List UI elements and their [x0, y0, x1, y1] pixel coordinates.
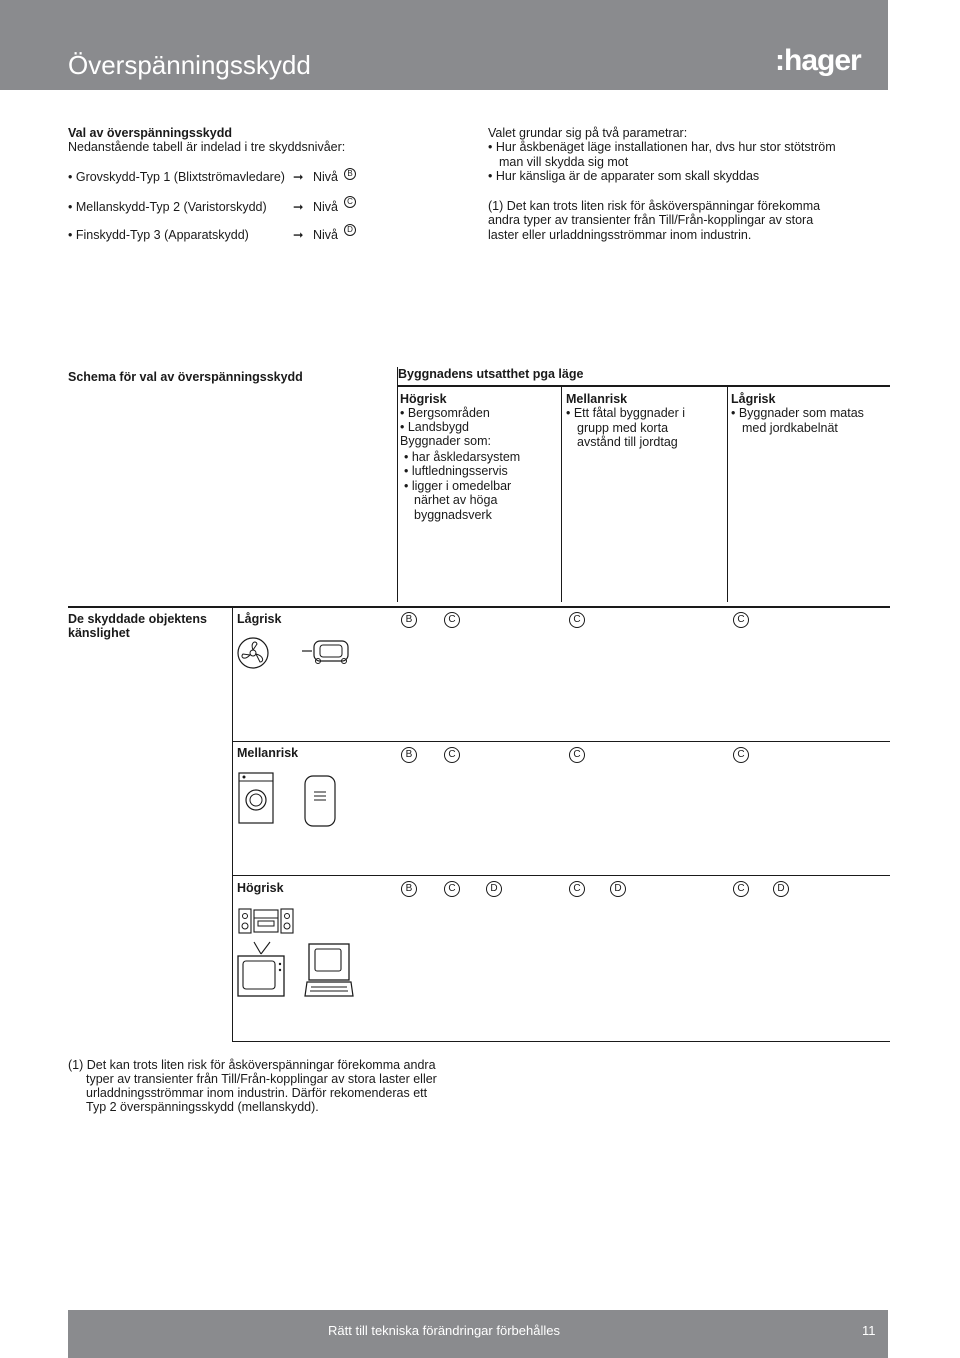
- level-badge: D: [773, 881, 789, 897]
- table-divider: [727, 385, 728, 602]
- footnote-line-2: typer av transienter från Till/Från-kopplingar av stora laster eller: [86, 1072, 437, 1086]
- row-label-hogrisk: Högrisk: [237, 881, 284, 895]
- sensitivity-title: känslighet: [68, 626, 130, 640]
- level-badge: C: [733, 881, 749, 897]
- schema-title: Schema för val av överspänningsskydd: [68, 370, 303, 384]
- col-hogrisk-line: • ligger i omedelbar: [404, 479, 512, 493]
- arrow-icon: ➞: [293, 228, 304, 242]
- table-rule: [397, 385, 890, 387]
- col-lagrisk-line: • Byggnader som matas: [731, 406, 864, 420]
- level-badge-2: C: [344, 196, 356, 208]
- params-line-4: • Hur känsliga är de apparater som skall skyddas: [488, 169, 760, 183]
- params-line-3: man vill skydda sig mot: [499, 155, 629, 169]
- level-badge: C: [569, 747, 585, 763]
- level-label-3: • Finskydd-Typ 3 (Apparatskydd): [68, 228, 249, 242]
- col-lagrisk-line: med jordkabelnät: [742, 421, 838, 435]
- col-hogrisk-line: byggnadsverk: [414, 508, 492, 522]
- water-heater-icon: [304, 772, 336, 830]
- col-head-mellanrisk: Mellanrisk: [566, 392, 628, 406]
- level-badge: C: [444, 747, 460, 763]
- params-line-2: • Hur åskbenäget läge installationen har, dvs hur stor stötström: [488, 140, 836, 154]
- level-niva-3: Nivå: [313, 228, 339, 242]
- footnote-line-1: (1) Det kan trots liten risk för åsköverspänningar förekomma andra: [68, 1058, 436, 1072]
- exposure-title: Byggnadens utsatthet pga läge: [398, 367, 584, 381]
- intro-heading: Val av överspänningsskydd: [68, 126, 232, 140]
- page-title: Överspänningsskydd: [68, 50, 311, 80]
- note-line-1: (1) Det kan trots liten risk för åsköverspänningar förekomma: [488, 199, 821, 213]
- level-niva-1: Nivå: [313, 170, 339, 184]
- table-divider: [232, 606, 233, 1042]
- col-mellanrisk-line: • Ett fåtal byggnader i: [566, 406, 686, 420]
- level-badge: B: [401, 612, 417, 628]
- level-badge: D: [610, 881, 626, 897]
- row-label-mellanrisk: Mellanrisk: [237, 746, 299, 760]
- level-badge: D: [486, 881, 502, 897]
- level-badge: C: [733, 747, 749, 763]
- col-hogrisk-line: • Bergsområden: [400, 406, 490, 420]
- col-hogrisk-line: närhet av höga: [414, 493, 498, 507]
- table-rule: [232, 741, 890, 742]
- table-rule: [68, 606, 890, 608]
- table-divider: [561, 385, 562, 602]
- level-badge: B: [401, 747, 417, 763]
- level-badge: C: [733, 612, 749, 628]
- level-badge: C: [569, 612, 585, 628]
- intro-subtitle: Nedanstående tabell är indelad i tre skyddsnivåer:: [68, 140, 346, 154]
- col-hogrisk-line: • luftledningsservis: [404, 464, 508, 478]
- arrow-icon: ➞: [293, 200, 304, 214]
- col-head-lagrisk: Lågrisk: [731, 392, 776, 406]
- col-hogrisk-line: Byggnader som:: [400, 434, 492, 448]
- col-hogrisk-line: • har åskledarsystem: [404, 450, 521, 464]
- computer-icon: [303, 940, 355, 998]
- vacuum-cleaner-icon: [300, 637, 352, 665]
- television-icon: [236, 940, 286, 998]
- washing-machine-icon: [238, 772, 274, 824]
- col-mellanrisk-line: grupp med korta: [577, 421, 669, 435]
- sensitivity-title: De skyddade objektens: [68, 612, 207, 626]
- level-badge: C: [444, 881, 460, 897]
- stereo-system-icon: [238, 906, 294, 934]
- level-badge: C: [569, 881, 585, 897]
- footnote-line-3: urladdningsströmmar inom industrin. Därför rekomenderas ett: [86, 1086, 428, 1100]
- footer-text: Rätt till tekniska förändringar förbehålles: [328, 1323, 560, 1338]
- table-rule: [232, 875, 890, 876]
- page-number: 11: [862, 1323, 876, 1338]
- col-hogrisk-line: • Landsbygd: [400, 420, 470, 434]
- hager-logo: :hager: [775, 44, 861, 77]
- level-badge: C: [444, 612, 460, 628]
- level-niva-2: Nivå: [313, 200, 339, 214]
- level-label-2: • Mellanskydd-Typ 2 (Varistorskydd): [68, 200, 267, 214]
- row-label-lagrisk: Lågrisk: [237, 612, 282, 626]
- col-mellanrisk-line: avstånd till jordtag: [577, 435, 678, 449]
- table-rule: [232, 1041, 890, 1042]
- level-badge-3: D: [344, 224, 356, 236]
- params-line-1: Valet grundar sig på två parametrar:: [488, 126, 688, 140]
- level-label-1: • Grovskydd-Typ 1 (Blixtströmavledare): [68, 170, 285, 184]
- footnote-line-4: Typ 2 överspänningsskydd (mellanskydd).: [86, 1100, 319, 1114]
- level-badge: B: [401, 881, 417, 897]
- table-divider: [397, 367, 398, 602]
- level-badge-1: B: [344, 168, 356, 180]
- col-head-hogrisk: Högrisk: [400, 392, 447, 406]
- note-line-3: laster eller urladdningsströmmar inom industrin.: [488, 228, 752, 242]
- arrow-icon: ➞: [293, 170, 304, 184]
- note-line-2: andra typer av transienter från Till/Från-kopplingar av stora: [488, 213, 814, 227]
- fan-icon: [236, 636, 270, 670]
